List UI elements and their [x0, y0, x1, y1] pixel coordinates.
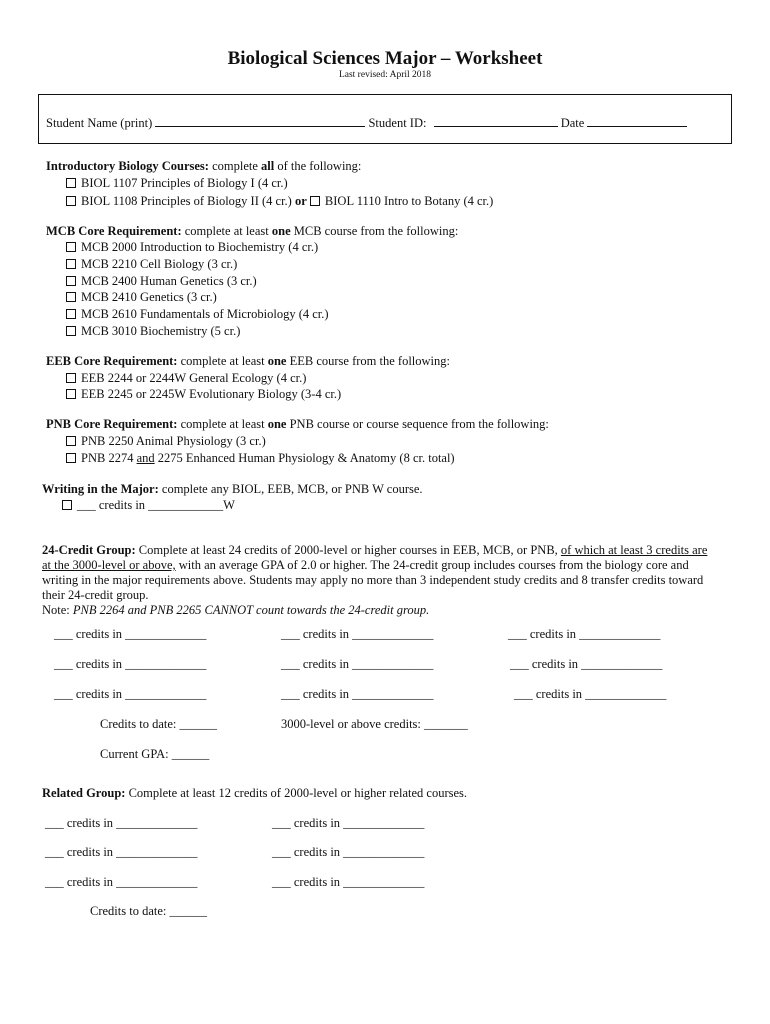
intro-heading: Introductory Biology Courses:: [46, 159, 209, 173]
checkbox[interactable]: [66, 453, 76, 463]
student-name-field[interactable]: [155, 115, 365, 127]
writing-credit-line[interactable]: [62, 498, 235, 513]
group24-credits-to-date[interactable]: Credits to date: ______: [100, 717, 217, 731]
course-label: MCB 2210 Cell Biology (3 cr.): [81, 257, 238, 271]
group24-text: Complete at least 24 credits of 2000-level or higher courses in EEB, MCB, or PNB,: [138, 543, 558, 557]
student-id-label: Student ID:: [368, 116, 427, 130]
credit-line[interactable]: ___ credits in _____________: [281, 657, 434, 671]
credit-line[interactable]: ___ credits in _____________: [54, 657, 207, 671]
pnb-one: one: [267, 417, 287, 431]
eeb-heading: EEB Core Requirement:: [46, 354, 178, 368]
checkbox[interactable]: [62, 500, 72, 510]
pnb-instruction-end: PNB course or course sequence from the following:: [289, 417, 549, 431]
page-title: Biological Sciences Major – Worksheet: [227, 48, 543, 69]
course-label: MCB 2000 Introduction to Biochemistry (4 cr.): [81, 240, 319, 254]
note-label: Note:: [42, 603, 70, 617]
intro-instruction-end: of the following:: [277, 159, 362, 173]
course-item: [66, 451, 455, 466]
pnb-heading: PNB Core Requirement:: [46, 417, 178, 431]
course-label-end: 2275 Enhanced Human Physiology & Anatomy (8 cr. total): [157, 451, 455, 465]
credit-line[interactable]: ___ credits in _____________: [281, 687, 434, 701]
course-item: [66, 257, 237, 272]
checkbox[interactable]: [66, 242, 76, 252]
level3000-credits[interactable]: 3000-level or above credits: _______: [281, 717, 468, 731]
course-label: BIOL 1107 Principles of Biology I (4 cr.): [81, 176, 288, 190]
related-heading-line: [42, 786, 467, 801]
student-id-field[interactable]: [434, 115, 558, 127]
checkbox[interactable]: [66, 326, 76, 336]
eeb-instruction: complete at least: [180, 354, 265, 368]
group24-text-cont: with an average GPA of 2.0 or higher. The 24-credit group includes courses from the biology core and writing in the major requirements above. Students may apply no more than 3 independent study credits and 8 transfer credits toward their 24-credit group.: [42, 558, 704, 602]
course-label: MCB 2610 Fundamentals of Microbiology (4 cr.): [81, 307, 329, 321]
checkbox[interactable]: [66, 196, 76, 206]
and-word: and: [136, 451, 155, 465]
writing-instruction: complete any BIOL, EEB, MCB, or PNB W course.: [161, 482, 423, 496]
checkbox[interactable]: [66, 178, 76, 188]
or-word: or: [294, 194, 307, 208]
credits-label: ___ credits in: [77, 498, 146, 512]
pnb-instruction: complete at least: [180, 417, 265, 431]
current-gpa[interactable]: Current GPA: ______: [100, 747, 210, 761]
date-label: Date: [560, 116, 585, 130]
checkbox[interactable]: [66, 436, 76, 446]
course-label: MCB 3010 Biochemistry (5 cr.): [81, 324, 241, 338]
student-name-label: Student Name (print): [46, 116, 153, 130]
credit-line[interactable]: ___ credits in _____________: [514, 687, 667, 701]
related-credits-to-date[interactable]: Credits to date: ______: [90, 904, 207, 918]
course-label: EEB 2245 or 2245W Evolutionary Biology (3-4 cr.): [81, 387, 342, 401]
group24-note: [42, 603, 429, 618]
course-label: MCB 2400 Human Genetics (3 cr.): [81, 274, 257, 288]
credit-line[interactable]: ___ credits in _____________: [272, 816, 425, 830]
course-blank[interactable]: ____________W: [148, 498, 235, 512]
checkbox[interactable]: [310, 196, 320, 206]
date-field[interactable]: [587, 115, 687, 127]
course-label: BIOL 1108 Principles of Biology II (4 cr.): [81, 194, 292, 208]
mcb-instruction-end: MCB course from the following:: [293, 224, 459, 238]
checkbox[interactable]: [66, 373, 76, 383]
mcb-one: one: [271, 224, 291, 238]
mcb-heading-line: [46, 224, 458, 239]
course-item: [66, 240, 318, 255]
credit-line[interactable]: ___ credits in _____________: [508, 627, 661, 641]
course-item: [66, 290, 217, 305]
credit-line[interactable]: ___ credits in _____________: [54, 627, 207, 641]
writing-heading-line: [42, 482, 423, 497]
credit-line[interactable]: ___ credits in _____________: [54, 687, 207, 701]
credit-line[interactable]: ___ credits in _____________: [45, 875, 198, 889]
course-item: [66, 324, 240, 339]
revision-date: Last revised: April 2018: [338, 70, 432, 80]
eeb-heading-line: [46, 354, 450, 369]
course-item: [66, 194, 493, 209]
checkbox[interactable]: [66, 259, 76, 269]
credit-line[interactable]: ___ credits in _____________: [272, 845, 425, 859]
group24-underlined-text: of which at least 3 credits are at the 3000-level or above,: [42, 543, 708, 572]
group24-heading: 24-Credit Group:: [42, 543, 136, 557]
checkbox[interactable]: [66, 309, 76, 319]
group24-paragraph: [42, 543, 718, 603]
credit-line[interactable]: ___ credits in _____________: [272, 875, 425, 889]
credit-line[interactable]: ___ credits in _____________: [281, 627, 434, 641]
intro-instruction: complete: [212, 159, 258, 173]
credit-line[interactable]: ___ credits in _____________: [45, 845, 198, 859]
credit-line[interactable]: ___ credits in _____________: [45, 816, 198, 830]
student-info-line: [46, 115, 687, 131]
credit-line[interactable]: ___ credits in _____________: [510, 657, 663, 671]
related-heading: Related Group:: [42, 786, 126, 800]
checkbox[interactable]: [66, 389, 76, 399]
writing-heading: Writing in the Major:: [42, 482, 159, 496]
eeb-one: one: [267, 354, 287, 368]
eeb-instruction-end: EEB course from the following:: [289, 354, 450, 368]
related-instruction: Complete at least 12 credits of 2000-level or higher related courses.: [128, 786, 468, 800]
course-label: EEB 2244 or 2244W General Ecology (4 cr.): [81, 371, 307, 385]
pnb-heading-line: [46, 417, 549, 432]
note-text: PNB 2264 and PNB 2265 CANNOT count towards the 24-credit group.: [72, 603, 430, 617]
checkbox[interactable]: [66, 276, 76, 286]
mcb-instruction: complete at least: [184, 224, 269, 238]
course-item: [66, 371, 306, 386]
course-label: BIOL 1110 Intro to Botany (4 cr.): [324, 194, 494, 208]
course-label: PNB 2274: [81, 451, 134, 465]
mcb-heading: MCB Core Requirement:: [46, 224, 182, 238]
intro-all: all: [261, 159, 275, 173]
course-item: [66, 434, 266, 449]
checkbox[interactable]: [66, 292, 76, 302]
course-label: PNB 2250 Animal Physiology (3 cr.): [81, 434, 266, 448]
course-item: [66, 176, 288, 191]
course-item: [66, 387, 341, 402]
course-label: MCB 2410 Genetics (3 cr.): [81, 290, 217, 304]
intro-heading-line: [46, 159, 361, 174]
course-item: [66, 307, 329, 322]
course-item: [66, 274, 257, 289]
